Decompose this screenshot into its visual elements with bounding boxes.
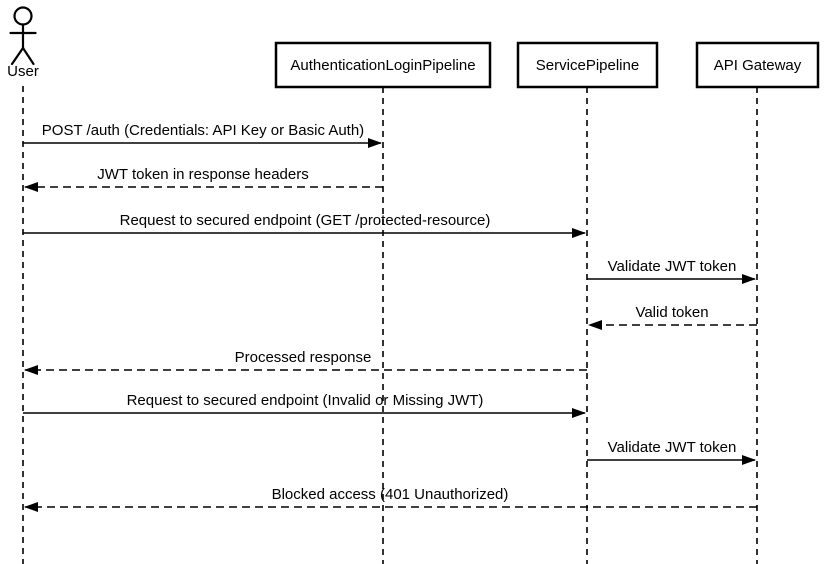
message-label: Blocked access (401 Unauthorized) bbox=[271, 486, 509, 503]
message-post-auth bbox=[23, 122, 381, 143]
message-label: JWT token in response headers bbox=[97, 166, 309, 183]
message-label: Processed response bbox=[234, 349, 372, 366]
actor-head-icon bbox=[15, 8, 32, 25]
message-processed-response bbox=[25, 349, 587, 370]
actor-leg-right-icon bbox=[23, 48, 34, 64]
actor-user bbox=[7, 8, 39, 81]
participant-authenticationloginpipeline bbox=[276, 43, 490, 87]
participant-label: AuthenticationLoginPipeline bbox=[290, 57, 476, 74]
message-blocked-access bbox=[25, 486, 757, 507]
actor-label: User bbox=[7, 63, 39, 80]
message-label: Validate JWT token bbox=[607, 258, 737, 275]
message-label: Validate JWT token bbox=[607, 439, 737, 456]
message-validate-jwt-1 bbox=[587, 258, 755, 279]
message-jwt-token-response bbox=[25, 166, 383, 187]
message-validate-jwt-2 bbox=[587, 439, 755, 460]
participant-label: ServicePipeline bbox=[535, 57, 640, 74]
participant-label: API Gateway bbox=[713, 57, 802, 74]
message-label: POST /auth (Credentials: API Key or Basic Auth) bbox=[41, 122, 365, 139]
message-valid-token bbox=[589, 304, 757, 325]
message-request-secured-endpoint bbox=[23, 212, 585, 233]
actor-leg-left-icon bbox=[12, 48, 23, 64]
participant-servicepipeline bbox=[518, 43, 657, 87]
message-request-invalid-jwt bbox=[23, 392, 585, 413]
message-label: Request to secured endpoint (GET /protected-resource) bbox=[119, 212, 491, 229]
participant-api-gateway bbox=[697, 43, 818, 87]
message-label: Request to secured endpoint (Invalid or Missing JWT) bbox=[126, 392, 484, 409]
message-label: Valid token bbox=[635, 304, 709, 321]
